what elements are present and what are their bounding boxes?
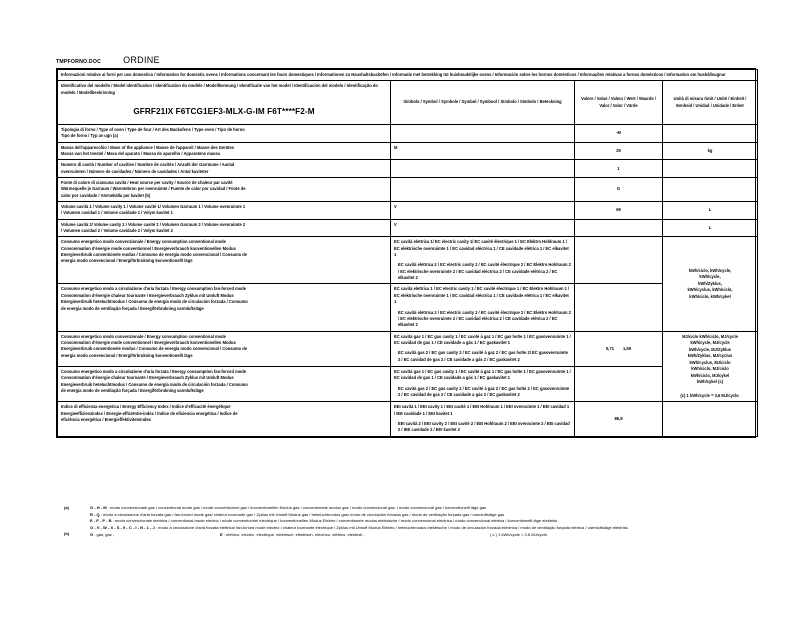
symbol-text: EC cavità elettrica 2 / EC electric cavity 2 / EC cavité électrique 2 / EC Elektro Hohlraum 2 / EC elektrische ovenruimte 2 / EC cavidad eléctrica 2 / CE cavidade elétrica 2 / EC elkavitet 2 — [398, 262, 571, 281]
table-row — [58, 402, 758, 436]
footnote-b-gas-text: : gas, gaz ; — [93, 532, 115, 538]
unit-line: kWh/Zyklus, — [698, 280, 722, 286]
row-description — [58, 402, 391, 436]
column-header-value: Valore / Value / Valeur / Wert / Waarde / Valor / Valor / Värde — [575, 81, 663, 125]
document-file-tag: TMPFORNO.DOC — [56, 59, 102, 65]
description-line: Energieverbruik heteluchtmodus / Consumo de energía modo de circulación forzada / Consumo — [61, 299, 248, 305]
row-description — [58, 284, 391, 331]
description-line: Fonte di calore di ciascuna cavità / Heat source per cavity / Source de chaleur par cavité — [61, 180, 233, 186]
description-line: Energieverbruik conventionele modus / Consumo de energía modo convencional / Consumo de — [61, 252, 248, 258]
table-banner-row — [58, 70, 758, 81]
footnote-a-body — [90, 505, 766, 531]
footnote-b-electric-code: E — [220, 532, 223, 538]
row-symbol — [391, 219, 575, 237]
unit-line: kWh/cycle, — [699, 274, 721, 280]
symbol-text: EC cavità elettrica 1 / EC electric cavity 1 / EC cavité électrique 1 / EC Elektro Hohlraum 1 / EC elektrische ovenruimte 1 / EC cavidad eléctrica 1 / CE cavidade elétrica 1 / EC elkavitet 1 — [394, 286, 570, 305]
row-description — [58, 237, 391, 284]
row-unit: L — [663, 219, 758, 237]
description-line: / Volumen cavidad 1 / Volume cavidade 1 / Volym kavitet 1 — [61, 210, 173, 216]
footnote-text: : modo convenzionale gas / conventional mode gas / mode conventionnel gaz / konventionellen Modus gas / conventionele modus gas / modo convencional gas. / modo convencional gas / konventionellt läge gas — [106, 505, 487, 510]
unit-conversion-note: (c) 1 kWh/cycle = 3,6 MJ/cycle. — [680, 392, 740, 398]
footnote-text: : modo convenzionale elettrica / conventional mode electric / mode conventionnel électrique / konventionellen Modus Elektro / conventionele modus elektrische / modo convencional eléctrica./ modo convencional elétrica / konventionellt läge elektrisk — [111, 518, 558, 524]
model-identification-label: Identificativo del modello / Model identification / Identification du modèle / Modellkennung / Identificatie van het model / Identificación del modelo / Identificação do modelo / Modellbeskrivning — [61, 83, 378, 96]
row-symbol — [391, 284, 575, 331]
footnote-b-gas-code: G — [90, 532, 94, 538]
description-line: Consumo energetico modo a circolazione d'aria forzata / Energy consumption fan-forced mode — [61, 368, 246, 374]
row-symbol — [391, 142, 575, 160]
model-identification-cell — [58, 81, 391, 125]
symbol-text: V — [394, 221, 397, 227]
row-unit — [663, 402, 758, 436]
description-line: Wärmequelle je Garraum / Warmtebron per ovenruimte / Fuente de calor por cavidad / Fonte de — [61, 186, 246, 192]
unit-line: kWh/ciclo, kWh/cykel — [689, 293, 731, 299]
footnote-c-conversion: ( c ) 1 kWh/cycle = 3,6 MJ/cycle. — [490, 532, 549, 538]
symbol-text: EC cavità gas 2 / EC gas cavity 2 / EC cavité à gaz 2 / EC gas holte 2/ EC gasovenruimte 2 / EC cavidad de gas 2 / CE cavidade a gás 2 / EC gaskavitet 2 — [398, 350, 568, 362]
row-value — [575, 237, 663, 284]
unit-line: kWh/ciclo, kWh/cycle, — [688, 267, 732, 273]
row-unit: kg — [663, 142, 758, 160]
footnotes — [56, 505, 766, 539]
table-row — [58, 331, 758, 366]
row-description — [58, 331, 391, 366]
unit-line: kWh/cyclus, MJ/ciclo — [689, 359, 731, 365]
row-symbol — [391, 202, 575, 220]
description-line: eficiência energética / Energieffektivitetsindex — [61, 416, 151, 422]
row-value: -M — [575, 124, 663, 142]
unit-line: kWh/ciclo, MJ/cykel — [690, 372, 730, 378]
description-line: Massa dell'apparecchio / Mass of the appliance / Masse de l'appareil / Masse des Gerätes — [61, 144, 235, 150]
unit-line: kWh/cyclus, kWh/ciclo, — [687, 287, 733, 293]
row-unit — [663, 160, 758, 178]
row-value — [575, 284, 663, 331]
row-value — [575, 219, 663, 237]
description-line: Energieeffizienzindex / Energie-efficiëntie-index / Índice de eficiencia energética / Índice de — [61, 410, 238, 416]
symbol-text: M — [394, 144, 398, 150]
table-row — [58, 284, 758, 331]
footnote-text: : modo a circolazione d'aria forzata gas / fan-forced mode gas/ chaleur tournante gaz / Zyklus mit Umluft Modus gas / heteluchtmodus gas/ modo de circulación forzada gas / modo de ventilação forçada gas / varmluftsläge gas — [99, 511, 505, 517]
table-row — [58, 237, 758, 284]
footnote-b-key: (b) — [64, 531, 70, 537]
row-description — [58, 142, 391, 160]
footnote-b-electric-text: : elétrico, electric, électrique, elektrisch, elektrisch, eléctrico, elétrico, elektrisk ; — [222, 532, 365, 538]
unit-line: kWh/cycle, MJ/Zyklus — [688, 346, 732, 352]
description-line: Numero di cavità / Number of cavities / Nombre de cavités / Anzahl der Garräume / Aantal — [61, 162, 235, 168]
symbol-text: EEI cavità 2 / EEI cavity 2 / EEI cavité 2 / EEI Hohlraum 2 / EEI ovenruimte 2 / EEI cavidad 2 / IEE cavidade 2 / EEI kavitet 2 — [398, 420, 570, 433]
table-row — [58, 178, 758, 202]
description-line: de energia modo de ventilação forçada / Energiförbrukning varmluftsläge — [61, 387, 204, 393]
table-row — [58, 124, 758, 142]
description-line: Consommation d'énergie mode conventionnel / Energieverbrauch konventionellen Modus — [61, 245, 236, 251]
row-unit — [663, 331, 758, 402]
row-description — [58, 178, 391, 202]
row-unit — [663, 237, 758, 331]
description-line: Volume cavità 2/ Volume cavity 2 / Volume cavité 2 / Volumen Garraum 2 / Volume ovenruimte 2 — [61, 221, 246, 227]
description-line: Consommation d'énergie chaleur tournante / Energieverbrauch Zyklus mit Umluft Modus — [61, 375, 234, 381]
footnote-b-electric — [220, 532, 490, 539]
description-line: Energieverbruik conventionele modus / Consumo de energía modo convencional / Consumo de — [61, 346, 248, 352]
table-header-row — [58, 81, 758, 125]
row-description — [58, 124, 391, 142]
description-line: Consommation d'énergie chaleur tournante / Energieverbrauch Zyklus mit Umluft Modus — [61, 292, 234, 298]
row-symbol — [391, 178, 575, 202]
footnote-code: O - V - W - X - S - 9 - C - I - N - 1 - J — [90, 524, 155, 530]
row-value: 29 — [575, 142, 663, 160]
row-value: 1 — [575, 160, 663, 178]
value-number: 1,59 — [623, 345, 631, 351]
table-row — [58, 219, 758, 237]
footnote-text: : modo a circolazione d'aria forzata elettrica/ fan-forced mode electric / chaleur tournante électrique / Zyklus mit Umluft Modus Elektro / heteluchtmodus elektrische / modo de circulación forzada eléctrica / modo de ventilação forçada elétrica / varmluftsläge elektrisk. — [154, 524, 629, 530]
symbol-text: EC cavità gas 1 / EC gas cavity 1 / EC cavité à gaz 1 / EC gas holte 1 / EC gasovenruimte 1 / EC cavidad de gas 1 / CE cavidade a gás 1 / EC gaskavitet 1 — [394, 333, 571, 345]
row-symbol — [391, 237, 575, 284]
footnote-code: G - H - M — [90, 505, 107, 510]
description-line: Indice di efficienza energetica / Energy Efficiency Index / Indice d'efficacité énergétique — [61, 404, 231, 410]
description-line: Tipo de forno / Typ av ugn (a) — [61, 133, 118, 139]
symbol-text: EC cavità gas 1 / EC gas cavity 1 / EC cavité à gaz 1 / EC gas holte 1 / EC gasovenruimte 1 / EC cavidad de gas 1 / CE cavidade a gás 1 / EC gaskavitet 1 — [394, 368, 571, 381]
row-description — [58, 202, 391, 220]
row-symbol — [391, 331, 575, 366]
unit-line: kWh/ciclo, MJ/ciclo — [691, 366, 729, 372]
row-description — [58, 366, 391, 401]
unit-line: kWh/Zyklus, MJ/cyclus — [687, 353, 733, 359]
description-line: Consumo energetico modo a circolazione d'aria forzata / Energy consumption fan-forced mode — [61, 286, 246, 292]
row-value — [575, 366, 663, 401]
banner-text: Informazioni relative ai forni per uso domestico / Information for domestic ovens / Informations concernant les fours domestiques / Informationen zu Haushaltsbacköfen / Informatie met betrekking tot huishoudelijke ovens / Información sobre los hornos domésticos / Informações relativas a fornos domésticos / Information om hushållsugnar — [58, 70, 758, 81]
description-line: de energia modo de ventilação forçada / Energiförbrukning varmluftsläge — [61, 305, 204, 311]
footnote-a — [56, 505, 766, 531]
footnote-b-gas — [90, 532, 220, 539]
unit-line: kWh/cycle, MJ/cycle — [690, 340, 730, 346]
document-title: ORDINE — [123, 55, 160, 65]
footnote-b — [56, 531, 766, 539]
description-line: calor por cavidade / Värmekälla per kavitet (b) — [61, 192, 151, 198]
row-unit: L — [663, 202, 758, 220]
footnote-a-key: (a) — [64, 505, 69, 510]
value-number: 5,71 — [606, 345, 614, 351]
row-value: 86,9 — [575, 402, 663, 436]
row-unit — [663, 178, 758, 202]
row-symbol — [391, 160, 575, 178]
row-value — [575, 331, 663, 366]
table-row — [58, 202, 758, 220]
description-line: Consommation d'énergie mode conventionnel / Energieverbrauch konventionellen Modus — [61, 339, 236, 345]
description-line: energia modo convencional / Energiförbrukning konventionellt läge — [61, 258, 193, 264]
description-line: Massa van het toestel / Masa del aparato / Massa do aparelho / Apparatens massa — [61, 150, 220, 156]
table-row — [58, 160, 758, 178]
table-row — [58, 142, 758, 160]
column-header-symbol: Simbolo / Symbol / Symbole / Symbol / Symbool / Símbolo / Símbolo / Beteckning — [391, 81, 575, 125]
document-header — [56, 55, 160, 65]
row-value: G — [575, 178, 663, 202]
row-symbol — [391, 366, 575, 401]
unit-line: kWh/cykel (c) — [696, 379, 724, 385]
specification-table — [56, 68, 756, 438]
row-value: 69 — [575, 202, 663, 220]
symbol-text: V — [394, 204, 397, 210]
unit-line: MJ/ciclo kWh/ciclo, MJ/cycle — [682, 333, 738, 339]
description-line: Consumo energetico modo convenzionale / Energy consumption conventional mode — [61, 239, 226, 245]
footnote-code: E - F - P - B — [90, 518, 112, 524]
description-line: ovenruimten / Número de cavidades / Número de cavidades / Antal kaviteter — [61, 168, 209, 174]
symbol-text: EC cavità elettrica 1/ EC electric cavity 1/ EC cavité électrique 1 / EC Elektro Hohlraum 1 / EC elektrische ovenruimte 1 / EC cavidad eléctrica 1 / CE cavidade elétrica 1 / EC elkavitet 1 — [394, 239, 569, 258]
symbol-text: EC cavità elettrica 2 / EC electric cavity 2 / EC cavité électrique 2 / EC Elektro Hohlraum 2 / EC elektrische ovenruimte 2 / EC cavidad eléctrica 2 / CE cavidade elétrica 2 / EC elkavitet 2 — [398, 309, 571, 328]
footnote-code: R - Q — [90, 511, 100, 517]
description-line: energia modo convencional / Energiförbrukning konventionellt läge — [61, 352, 193, 358]
row-symbol — [391, 124, 575, 142]
column-header-unit: Unità di misura /Unit / Unité / Einheit / Eenheid / Unidad / Unidade / Enhet — [663, 81, 758, 125]
table-row — [58, 366, 758, 401]
model-name-value: GFRF21IX F6TCG1EF3-MLX-G-IM F6T****F2-M — [133, 107, 315, 117]
description-line: Volume cavità 1 / Volume cavity 1 / Volume cavité 1/ Volumen Garraum 1 / Volume ovenruimte 1 — [61, 204, 246, 210]
symbol-text: EC cavità gas 2 / EC gas cavity 2 / EC cavité à gaz 2 / EC gas holte 2 / EC gasovenruimte 2 / EC cavidad de gas 2 / CE cavidade a gás 2 / EC gaskavitet 2 — [398, 385, 570, 397]
row-symbol — [391, 402, 575, 436]
description-line: Tipologia di forno / Type of oven / Type de four / Art des Backofens / Type oven / Tipo de horno — [61, 126, 245, 132]
row-unit — [663, 124, 758, 142]
row-description — [58, 219, 391, 237]
row-description — [58, 160, 391, 178]
symbol-text: EEI cavità 1 / EEI cavity 1 / EEI cavité 1 / EEI Hohlraum 1 / EEI ovenruimte 1 / EEI cavidad 1 / IEE cavidade 1 / EEI kavitet 1 — [394, 404, 570, 416]
description-line: / Volumen cavidad 2 / Volume cavidade 2 / Volym kavitet 2 — [61, 228, 173, 234]
description-line: Consumo energetico modo convenzionale / Energy consumption conventional mode — [61, 333, 226, 339]
description-line: Energieverbruik heteluchtmodus / Consumo de energía modo de circulación forzada / Consumo — [61, 381, 248, 387]
